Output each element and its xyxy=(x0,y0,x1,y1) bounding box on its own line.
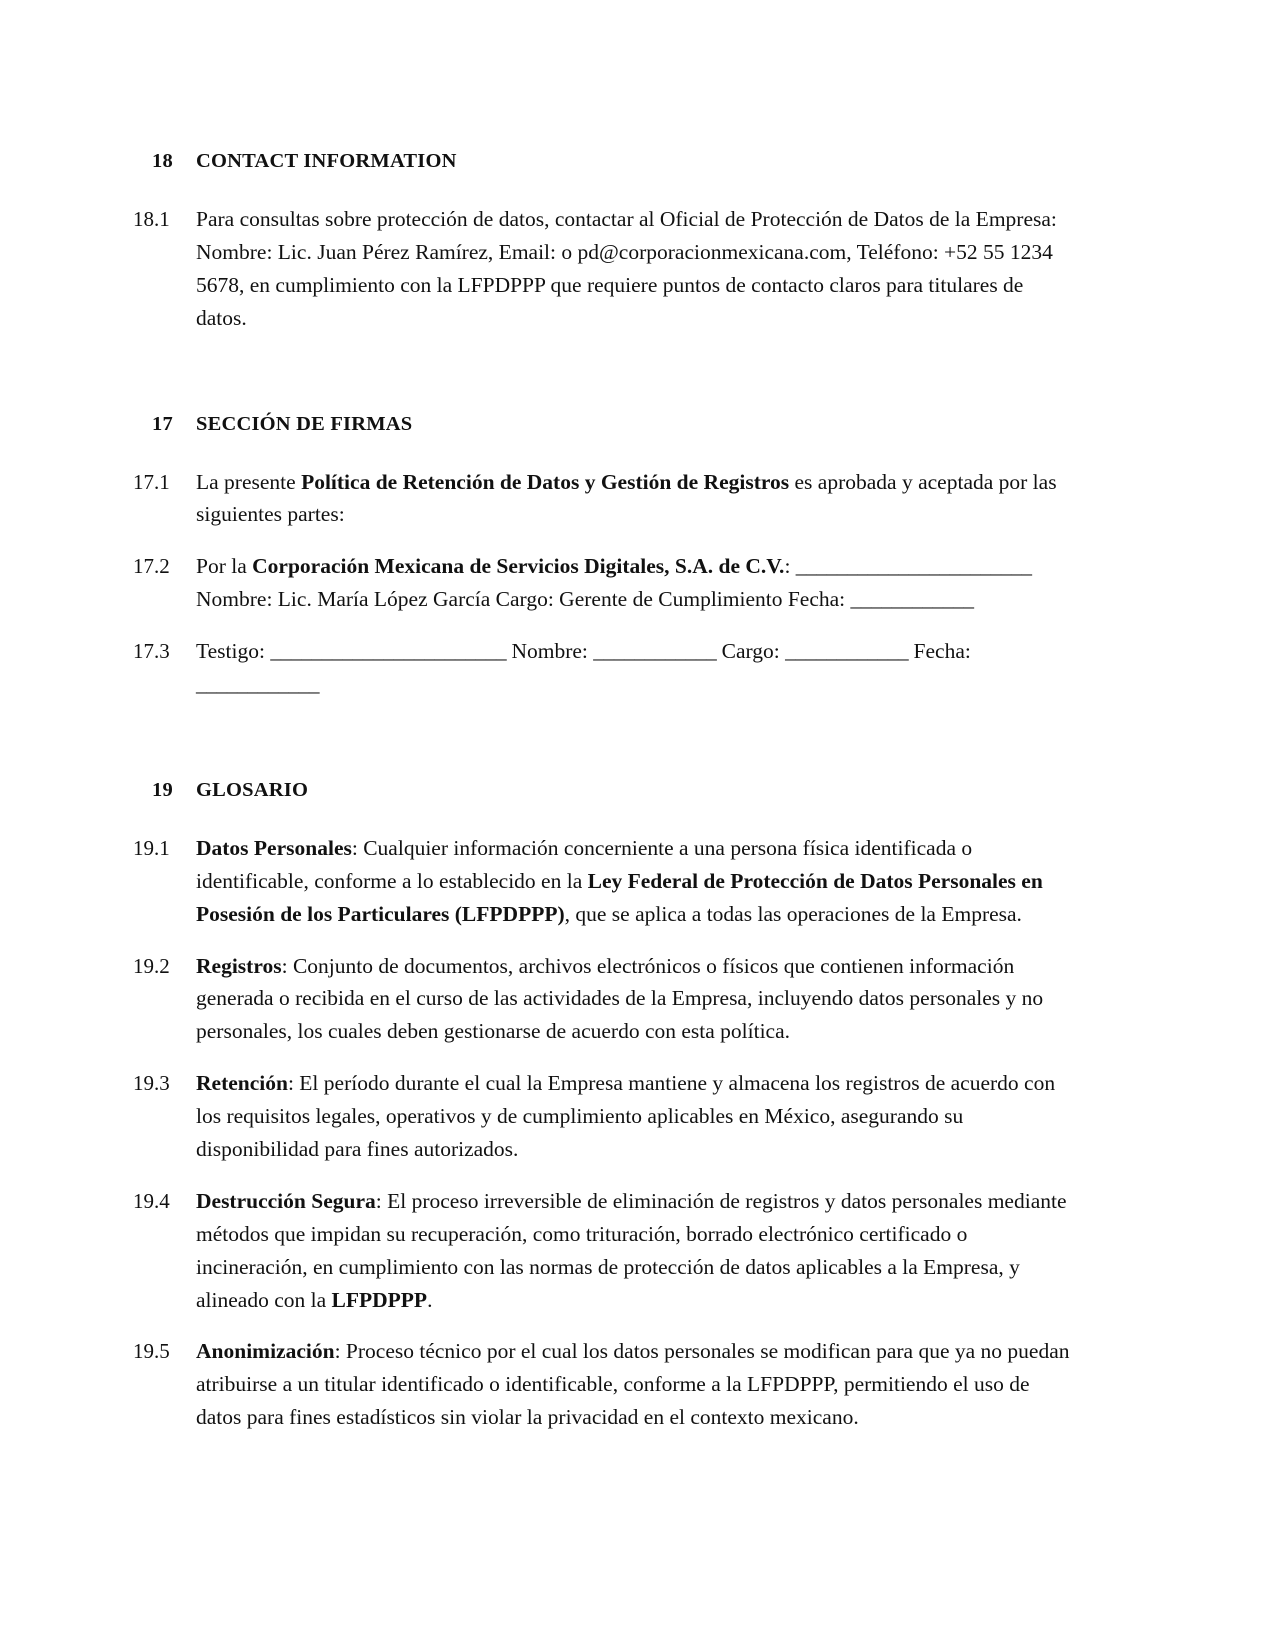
signature-blank-line[interactable]: _______________________ xyxy=(795,554,1032,579)
law-name-emphasis: Ley Federal de Protección de Datos Personales en Posesión de los Particulares (LFPDPPP) xyxy=(196,868,1043,926)
spacer xyxy=(133,436,1073,466)
clause-text-tail: : xyxy=(784,554,796,579)
clause-text xyxy=(196,950,1073,1049)
glossary-term: Datos Personales xyxy=(196,835,352,860)
glossary-definition-part2: , que se aplica a todas las operaciones de la Empresa. xyxy=(564,901,1022,926)
section-title: GLOSARIO xyxy=(196,778,309,801)
clause-number: 19.2 xyxy=(133,953,170,978)
spacer xyxy=(133,616,1073,635)
name-blank-line[interactable]: ____________ xyxy=(593,639,717,664)
clause-number: 19.4 xyxy=(133,1188,170,1213)
glossary-definition-part1: : El período durante el cual la Empresa mantiene y almacena los registros de acuerdo con los requisitos legales, operativos y de cumplimiento aplicables en México, asegurando su disponibilidad para fines autorizados. xyxy=(196,1071,1056,1162)
clause-text-lead: Por la xyxy=(196,554,253,579)
clause-19-5 xyxy=(133,1335,1073,1434)
witness-label: Testigo: xyxy=(196,639,271,664)
clause-19-3 xyxy=(133,1067,1073,1166)
clause-text xyxy=(196,466,1073,532)
spacer xyxy=(133,335,1073,413)
clause-text-emphasis: Política de Retención de Datos y Gestión de Registros xyxy=(301,469,790,494)
spacer xyxy=(133,931,1073,950)
witness-date-blank-line[interactable]: ____________ xyxy=(196,672,319,697)
glossary-term: Registros xyxy=(196,953,282,978)
glossary-term: Anonimización xyxy=(196,1339,335,1364)
glossary-definition-part1: : Conjunto de documentos, archivos electrónicos o físicos que contienen información generada o recibida en el curso de las actividades de la Empresa, incluyendo datos personales y no personales, los cuales deben gestionarse de acuerdo con esta política. xyxy=(196,953,1044,1044)
document-content xyxy=(133,150,1073,1434)
clause-text-tail: es aprobada y aceptada por las siguientes partes: xyxy=(196,469,1057,527)
date-label: Fecha: xyxy=(908,639,971,664)
glossary-definition-part1: : Proceso técnico por el cual los datos personales se modifican para que ya no puedan atribuirse a un titular identificado o identificable, conforme a la LFPDPPP, permitiendo el uso de datos para fines estadísticos sin violar la privacidad en el contexto mexicano. xyxy=(196,1339,1070,1430)
spacer xyxy=(133,531,1073,550)
witness-blank-line[interactable]: _______________________ xyxy=(270,639,507,664)
section-heading-glosario xyxy=(133,779,1073,802)
clause-number: 19.3 xyxy=(133,1071,170,1096)
clause-17-3 xyxy=(133,635,1073,701)
section-number: 17 xyxy=(152,412,173,435)
clause-text xyxy=(196,1185,1073,1317)
glossary-term: Destrucción Segura xyxy=(196,1188,376,1213)
glossary-definition-part2: . xyxy=(427,1287,433,1312)
clause-text: Para consultas sobre protección de datos, contactar al Oficial de Protección de Datos de la Empresa: Nombre: Lic. Juan Pérez Ramírez, Email: o pd@corporacionmexicana.com, Teléfono: +52 55 1234 5678, en cumplimiento con la LFPDPPP que requiere puntos de contacto claros para titulares de datos. xyxy=(196,207,1057,330)
law-acronym-emphasis: LFPDPPP xyxy=(331,1287,428,1312)
clause-18-1 xyxy=(133,203,1073,335)
date-blank-line[interactable]: ____________ xyxy=(850,587,974,612)
clause-text xyxy=(196,832,1073,931)
glossary-definition-part1: : Cualquier información concerniente a una persona física identificada o identificable, conforme a lo establecido en la xyxy=(196,835,973,893)
clause-17-2 xyxy=(133,550,1073,616)
role-blank-line[interactable]: ____________ xyxy=(785,639,909,664)
clause-text xyxy=(196,635,1073,701)
section-number: 19 xyxy=(152,778,173,801)
spacer xyxy=(133,802,1073,832)
clause-19-2 xyxy=(133,950,1073,1049)
spacer xyxy=(133,701,1073,779)
clause-19-1 xyxy=(133,832,1073,931)
clause-text xyxy=(196,1335,1073,1434)
role-label: Cargo: xyxy=(716,639,786,664)
clause-number: 19.5 xyxy=(133,1339,170,1364)
section-heading-seccion-de-firmas xyxy=(133,413,1073,436)
clause-17-1 xyxy=(133,466,1073,532)
section-number: 18 xyxy=(152,150,173,172)
clause-text xyxy=(196,550,1073,616)
clause-number: 17.3 xyxy=(133,639,170,664)
section-heading-contact-information xyxy=(133,150,1073,173)
company-name: Corporación Mexicana de Servicios Digitales, S.A. de C.V. xyxy=(252,554,785,579)
name-label: Nombre: xyxy=(506,639,594,664)
section-title: SECCIÓN DE FIRMAS xyxy=(196,412,413,435)
section-title: CONTACT INFORMATION xyxy=(196,150,457,172)
clause-number: 19.1 xyxy=(133,835,170,860)
glossary-term: Retención xyxy=(196,1071,288,1096)
signatory-details: Nombre: Lic. María López García Cargo: Gerente de Cumplimiento Fecha: xyxy=(196,587,851,612)
clause-text-lead: La presente xyxy=(196,469,302,494)
spacer xyxy=(133,1316,1073,1335)
spacer xyxy=(133,1166,1073,1185)
clause-number: 17.1 xyxy=(133,469,170,494)
clause-number: 18.1 xyxy=(133,207,170,231)
clause-number: 17.2 xyxy=(133,554,170,579)
spacer xyxy=(133,173,1073,203)
clause-text xyxy=(196,1067,1073,1166)
spacer xyxy=(133,1048,1073,1067)
clause-19-4 xyxy=(133,1185,1073,1317)
glossary-definition-part1: : El proceso irreversible de eliminación de registros y datos personales mediante métodos que impidan su recuperación, como trituración, borrado electrónico certificado o incineración, en cumplimiento con las normas de protección de datos aplicables a la Empresa, y alineado con la xyxy=(196,1188,1067,1312)
